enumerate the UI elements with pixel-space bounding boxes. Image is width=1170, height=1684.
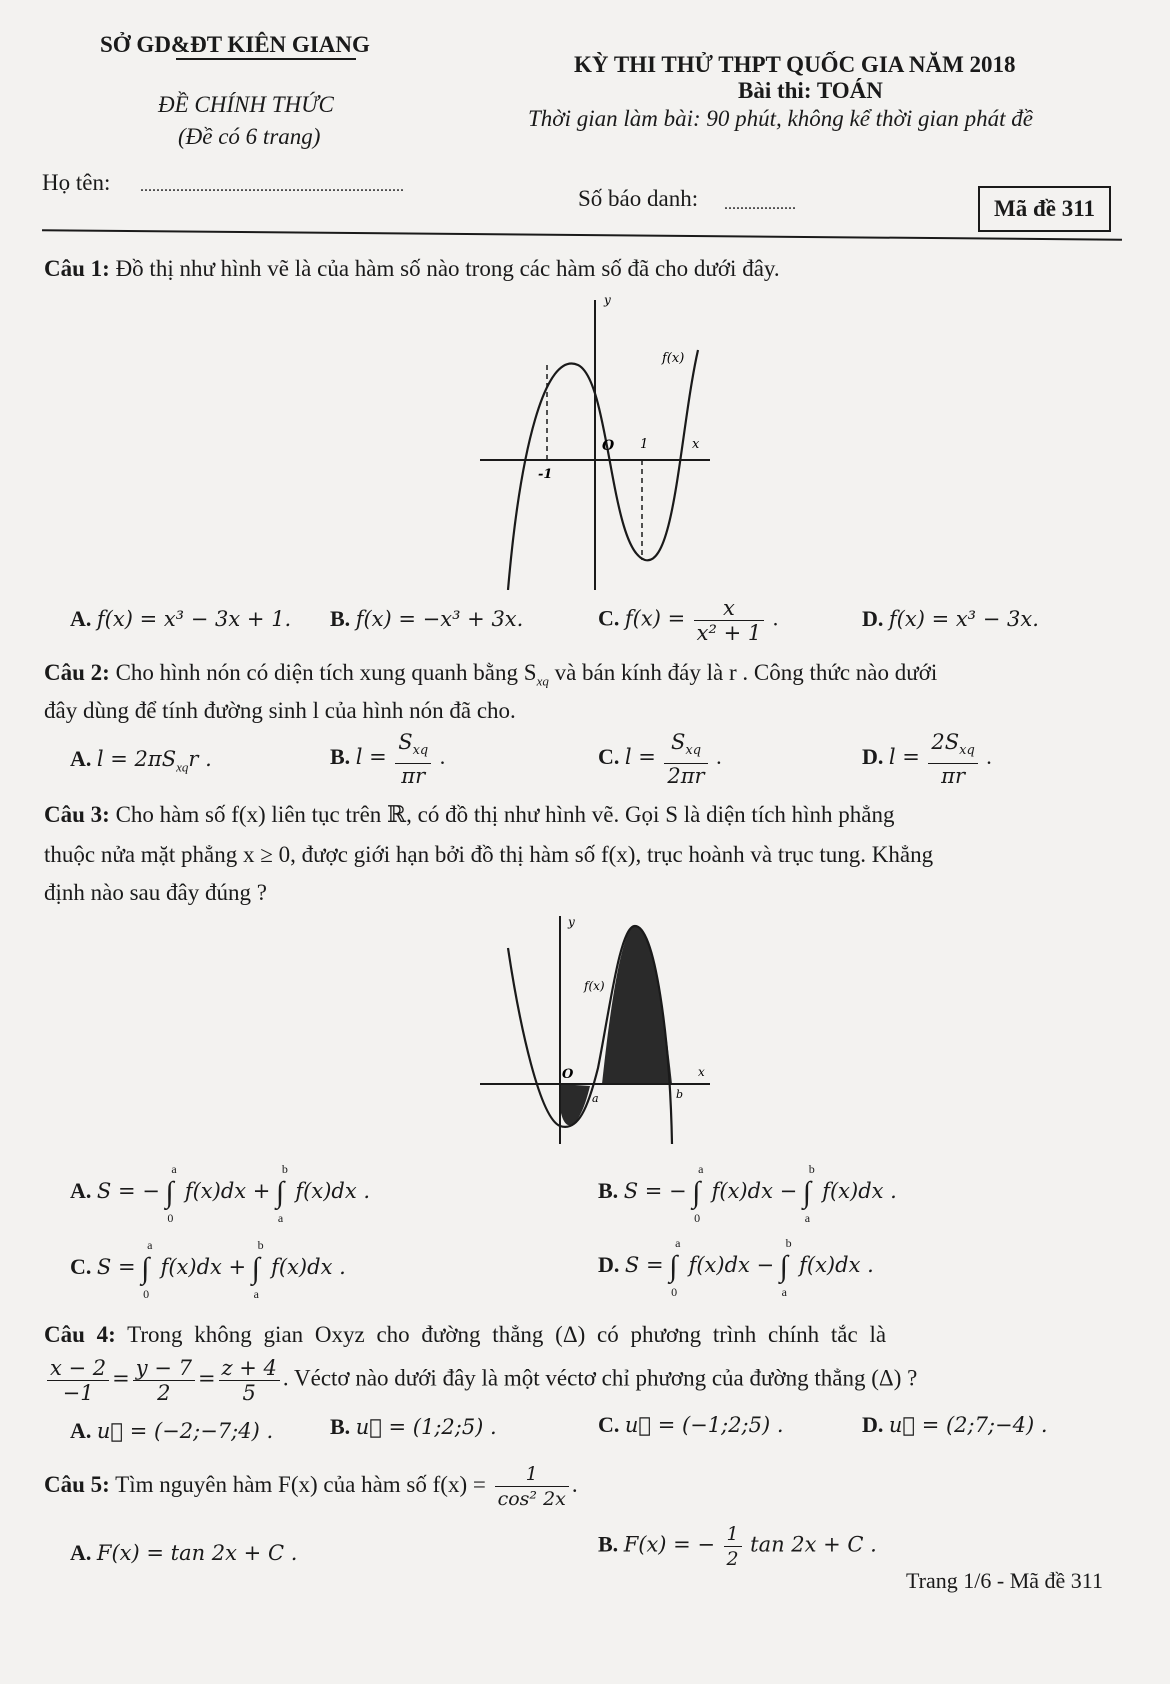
q4-f3-den: 5 <box>242 1381 256 1405</box>
q3-option-d-t1: f(x)dx − <box>688 1253 775 1278</box>
q2-text1: Cho hình nón có diện tích xung quanh bằng S <box>115 660 537 685</box>
q1-option-c-post: . <box>772 605 779 631</box>
q5-option-b-pre: F(x) = − <box>623 1532 716 1557</box>
q5-option-b-key: B. <box>598 1531 619 1557</box>
q4-f1-den: −1 <box>62 1381 94 1405</box>
q5-text1: Tìm nguyên hàm F(x) của hàm số f(x) = <box>115 1471 486 1497</box>
q4-line2: $\frac{x - 2}{-1}$ = $\frac{y - 7}{2}$ = $\frac{z + 4}{5}$ . Véctơ nào dưới đây là một véctơ chỉ phương của đường thẳng (Δ) ? <box>44 1356 917 1405</box>
q1-option-d-key: D. <box>862 606 884 631</box>
q3-option-b-i1-lo: 0 <box>694 1211 701 1225</box>
q3-option-c-key: C. <box>70 1254 92 1280</box>
q3-option-b-t2: f(x)dx . <box>822 1179 897 1204</box>
q1-neg-one-label: -1 <box>538 467 553 482</box>
time-note: Thời gian làm bài: 90 phút, không kể thời gian phát đề <box>528 106 1033 131</box>
sbd-label: Số báo danh: <box>578 186 699 211</box>
q3-line1 <box>44 796 895 834</box>
q2-line2: đây dùng để tính đường sinh l của hình nón đã cho. <box>44 698 516 723</box>
q3-option-a-t1: f(x)dx + <box>184 1179 271 1204</box>
q3-option-d-i2-lo: a <box>781 1285 787 1299</box>
sbd-dots: .................. <box>724 196 796 213</box>
q4-option-a[interactable] <box>70 1418 273 1444</box>
q2-label: Câu 2: <box>44 660 110 685</box>
q3-option-c-i2-lo: a <box>253 1287 259 1301</box>
q3-label: Câu 3: <box>44 802 110 827</box>
q5-option-b[interactable] <box>598 1522 877 1571</box>
q2-option-b-den: πr <box>401 764 426 789</box>
q2-option-d-num: 2S <box>931 730 960 754</box>
org-underline <box>176 58 356 60</box>
q3-graph <box>480 908 730 1148</box>
q3-y-label: y <box>568 915 575 929</box>
q1-option-b[interactable] <box>330 606 523 632</box>
q1-option-d-text: f(x) = x³ − 3x. <box>888 607 1039 631</box>
q2-option-a-text: l = 2πS <box>96 747 177 771</box>
q3-x-label: x <box>698 1065 705 1079</box>
exam-code-box: Mã đề 311 <box>978 186 1111 232</box>
q5-option-b-num: 1 <box>724 1522 742 1547</box>
q3-origin-label: O <box>562 1067 574 1082</box>
q5-option-a[interactable] <box>70 1540 297 1566</box>
q3-option-a-i2-up: b <box>281 1162 288 1176</box>
q4-line1 <box>44 1316 886 1354</box>
q1-graph <box>480 290 720 590</box>
q4-option-d-key: D. <box>862 1412 884 1437</box>
q4-option-b[interactable] <box>330 1414 497 1440</box>
q4-f3-num: z + 4 <box>219 1356 280 1381</box>
q3-option-b-i2-up: b <box>808 1162 815 1176</box>
q3-option-c-t1: f(x)dx + <box>160 1255 247 1280</box>
q1-option-c-num: x <box>694 596 765 621</box>
q4-f2-den: 2 <box>157 1381 171 1405</box>
q1-option-c[interactable] <box>598 596 778 645</box>
q4-option-d-text: u⃗ = (2;7;−4) . <box>888 1413 1048 1437</box>
q3-fx-label: f(x) <box>584 979 605 993</box>
q2-option-d-key: D. <box>862 744 884 770</box>
q2-option-b-num: S <box>398 730 413 754</box>
q3-option-a-t2: f(x)dx . <box>295 1179 371 1204</box>
q1-y-label: y <box>604 293 611 307</box>
q1-option-a-key: A. <box>70 606 92 631</box>
subject: Bài thi: TOÁN <box>738 78 883 103</box>
official-label: ĐỀ CHÍNH THỨC <box>158 92 334 117</box>
q2-option-c-key: C. <box>598 744 620 770</box>
q1-option-b-key: B. <box>330 606 351 631</box>
q3-line3: định nào sau đây đúng ? <box>44 880 267 905</box>
q5-den: cos² 2x <box>497 1488 566 1510</box>
q3-option-c-i2-up: b <box>257 1238 264 1252</box>
q2-option-a-after: r . <box>188 747 212 771</box>
q2-option-c-post: . <box>716 744 722 770</box>
q2-option-b[interactable] <box>330 730 445 788</box>
q3-option-d[interactable]: D. S = a ∫ 0 f(x)dx − b ∫ a f(x)dx . <box>598 1236 874 1299</box>
q4-option-c[interactable] <box>598 1412 784 1438</box>
q3-option-b-key: B. <box>598 1178 619 1204</box>
q1-option-c-pre: f(x) = <box>624 606 686 631</box>
q1-option-a[interactable] <box>70 606 291 632</box>
name-label: Họ tên: <box>42 170 111 195</box>
q2-option-b-post: . <box>439 744 446 770</box>
q4-text1: Trong không gian Oxyz cho đường thẳng (Δ) có phương trình chính tắc là <box>127 1322 887 1347</box>
q1-label: Câu 1: <box>44 256 110 281</box>
q2-option-a[interactable] <box>70 746 212 775</box>
q2-option-c-num: S <box>670 730 686 754</box>
q3-option-a-i1-up: a <box>171 1162 177 1176</box>
q1-option-a-text: f(x) = x³ − 3x + 1. <box>96 607 292 631</box>
q3-option-b-i1-up: a <box>698 1162 704 1176</box>
q3-option-c-i1-lo: 0 <box>143 1287 150 1301</box>
q4-option-a-key: A. <box>70 1418 92 1443</box>
q4-option-a-text: u⃗ = (−2;−7;4) . <box>96 1419 274 1443</box>
name-dots: .................................................................. <box>140 178 404 195</box>
q4-label: Câu 4: <box>44 1322 116 1347</box>
q1-origin-label: O <box>602 438 615 454</box>
q5-num: 1 <box>495 1462 569 1487</box>
q3-option-a-s: S = − <box>96 1179 160 1204</box>
q2-sub: xq <box>536 673 549 689</box>
q3-option-d-key: D. <box>598 1252 620 1278</box>
q5-option-a-text: F(x) = tan 2x + C . <box>96 1541 298 1565</box>
q3-option-d-i2-up: b <box>785 1236 792 1250</box>
q3-option-b-s: S = − <box>623 1179 687 1204</box>
q3-option-c-t2: f(x)dx . <box>271 1255 346 1280</box>
q1-option-c-den: x² + 1 <box>696 621 762 645</box>
q4-option-b-key: B. <box>330 1414 351 1439</box>
q2-option-a-key: A. <box>70 746 92 771</box>
q2-option-c-pre: l = <box>624 745 656 770</box>
q1-option-b-text: f(x) = −x³ + 3x. <box>355 607 524 631</box>
q4-option-b-text: u⃗ = (1;2;5) . <box>355 1415 497 1439</box>
q2-option-b-key: B. <box>330 744 351 770</box>
q4-f1-num: x − 2 <box>47 1356 109 1381</box>
q3-option-b-t1: f(x)dx − <box>711 1179 798 1204</box>
q5-post: . <box>571 1471 578 1497</box>
q3-option-d-t2: f(x)dx . <box>799 1253 874 1278</box>
q3-option-c-s: S = <box>96 1255 136 1280</box>
q3-option-d-i1-up: a <box>675 1236 681 1250</box>
q2-option-b-pre: l = <box>355 745 387 770</box>
q3-option-b-i2-lo: a <box>804 1211 811 1225</box>
q1-line <box>44 250 780 288</box>
q3-option-c-i1-up: a <box>147 1238 153 1252</box>
q2-option-b-num-sub: xq <box>412 743 429 759</box>
q3-option-a[interactable]: A. S = − a ∫ 0 f(x)dx + b ∫ a f(x)dx . <box>70 1162 371 1225</box>
q2-option-d-post: . <box>986 744 992 770</box>
q2-text1b: và bán kính đáy là r . Công thức nào dưới <box>548 660 938 685</box>
q3-option-b[interactable]: B. S = − a ∫ 0 f(x)dx − b ∫ a f(x)dx . <box>598 1162 897 1225</box>
q2-option-c-num-sub: xq <box>685 743 702 759</box>
exam-title: KỲ THI THỬ THPT QUỐC GIA NĂM 2018 <box>574 52 1016 77</box>
q2-option-d-num-sub: xq <box>959 743 975 759</box>
pages-note: (Đề có 6 trang) <box>178 124 321 149</box>
q1-fx-label: f(x) <box>662 351 685 366</box>
q3-option-a-key: A. <box>70 1178 92 1204</box>
q1-text: Đồ thị như hình vẽ là của hàm số nào trong các hàm số đã cho dưới đây. <box>115 256 780 281</box>
page-footer: Trang 1/6 - Mã đề 311 <box>906 1568 1103 1593</box>
q1-option-c-key: C. <box>598 605 620 631</box>
q2-option-a-sub: xq <box>176 759 189 775</box>
q4-text2: . Véctơ nào dưới đây là một véctơ chỉ phương của đường thẳng (Δ) ? <box>282 1365 918 1391</box>
q5-line1 <box>44 1462 578 1511</box>
header-rule <box>42 229 1122 240</box>
q2-option-d-pre: l = <box>888 745 920 770</box>
q5-option-b-post: tan 2x + C . <box>750 1532 877 1557</box>
q2-option-c-den: 2πr <box>667 764 705 789</box>
q4-option-d[interactable] <box>862 1412 1048 1438</box>
q3-option-c[interactable]: C. S = a ∫ 0 f(x)dx + b ∫ a f(x)dx . <box>70 1238 346 1301</box>
q5-option-a-key: A. <box>70 1540 92 1565</box>
q1-option-d[interactable] <box>862 606 1039 632</box>
q2-option-c[interactable] <box>598 730 722 788</box>
q3-text1: Cho hàm số f(x) liên tục trên ℝ, có đồ thị như hình vẽ. Gọi S là diện tích hình phẳng <box>115 802 895 827</box>
q3-line2: thuộc nửa mặt phẳng x ≥ 0, được giới hạn bởi đồ thị hàm số f(x), trục hoành và trục tung. Khẳng <box>44 842 934 867</box>
q4-option-c-key: C. <box>598 1412 620 1437</box>
q4-option-c-text: u⃗ = (−1;2;5) . <box>624 1413 784 1437</box>
q3-option-d-i1-lo: 0 <box>671 1285 678 1299</box>
q1-one-label: 1 <box>640 437 649 452</box>
q2-option-d[interactable] <box>862 730 992 788</box>
q1-x-label: x <box>692 437 700 452</box>
org-name: SỞ GD&ĐT KIÊN GIANG <box>100 32 370 57</box>
q5-option-b-den: 2 <box>726 1548 739 1570</box>
q3-option-a-i2-lo: a <box>277 1211 284 1225</box>
q3-b-label: b <box>676 1088 684 1101</box>
q3-option-a-i1-lo: 0 <box>167 1211 174 1225</box>
q2-option-d-den: πr <box>941 764 966 789</box>
q3-a-label: a <box>592 1092 599 1105</box>
q4-f2-num: y − 7 <box>133 1356 195 1381</box>
q3-option-d-s: S = <box>624 1253 664 1278</box>
q5-label: Câu 5: <box>44 1471 110 1497</box>
